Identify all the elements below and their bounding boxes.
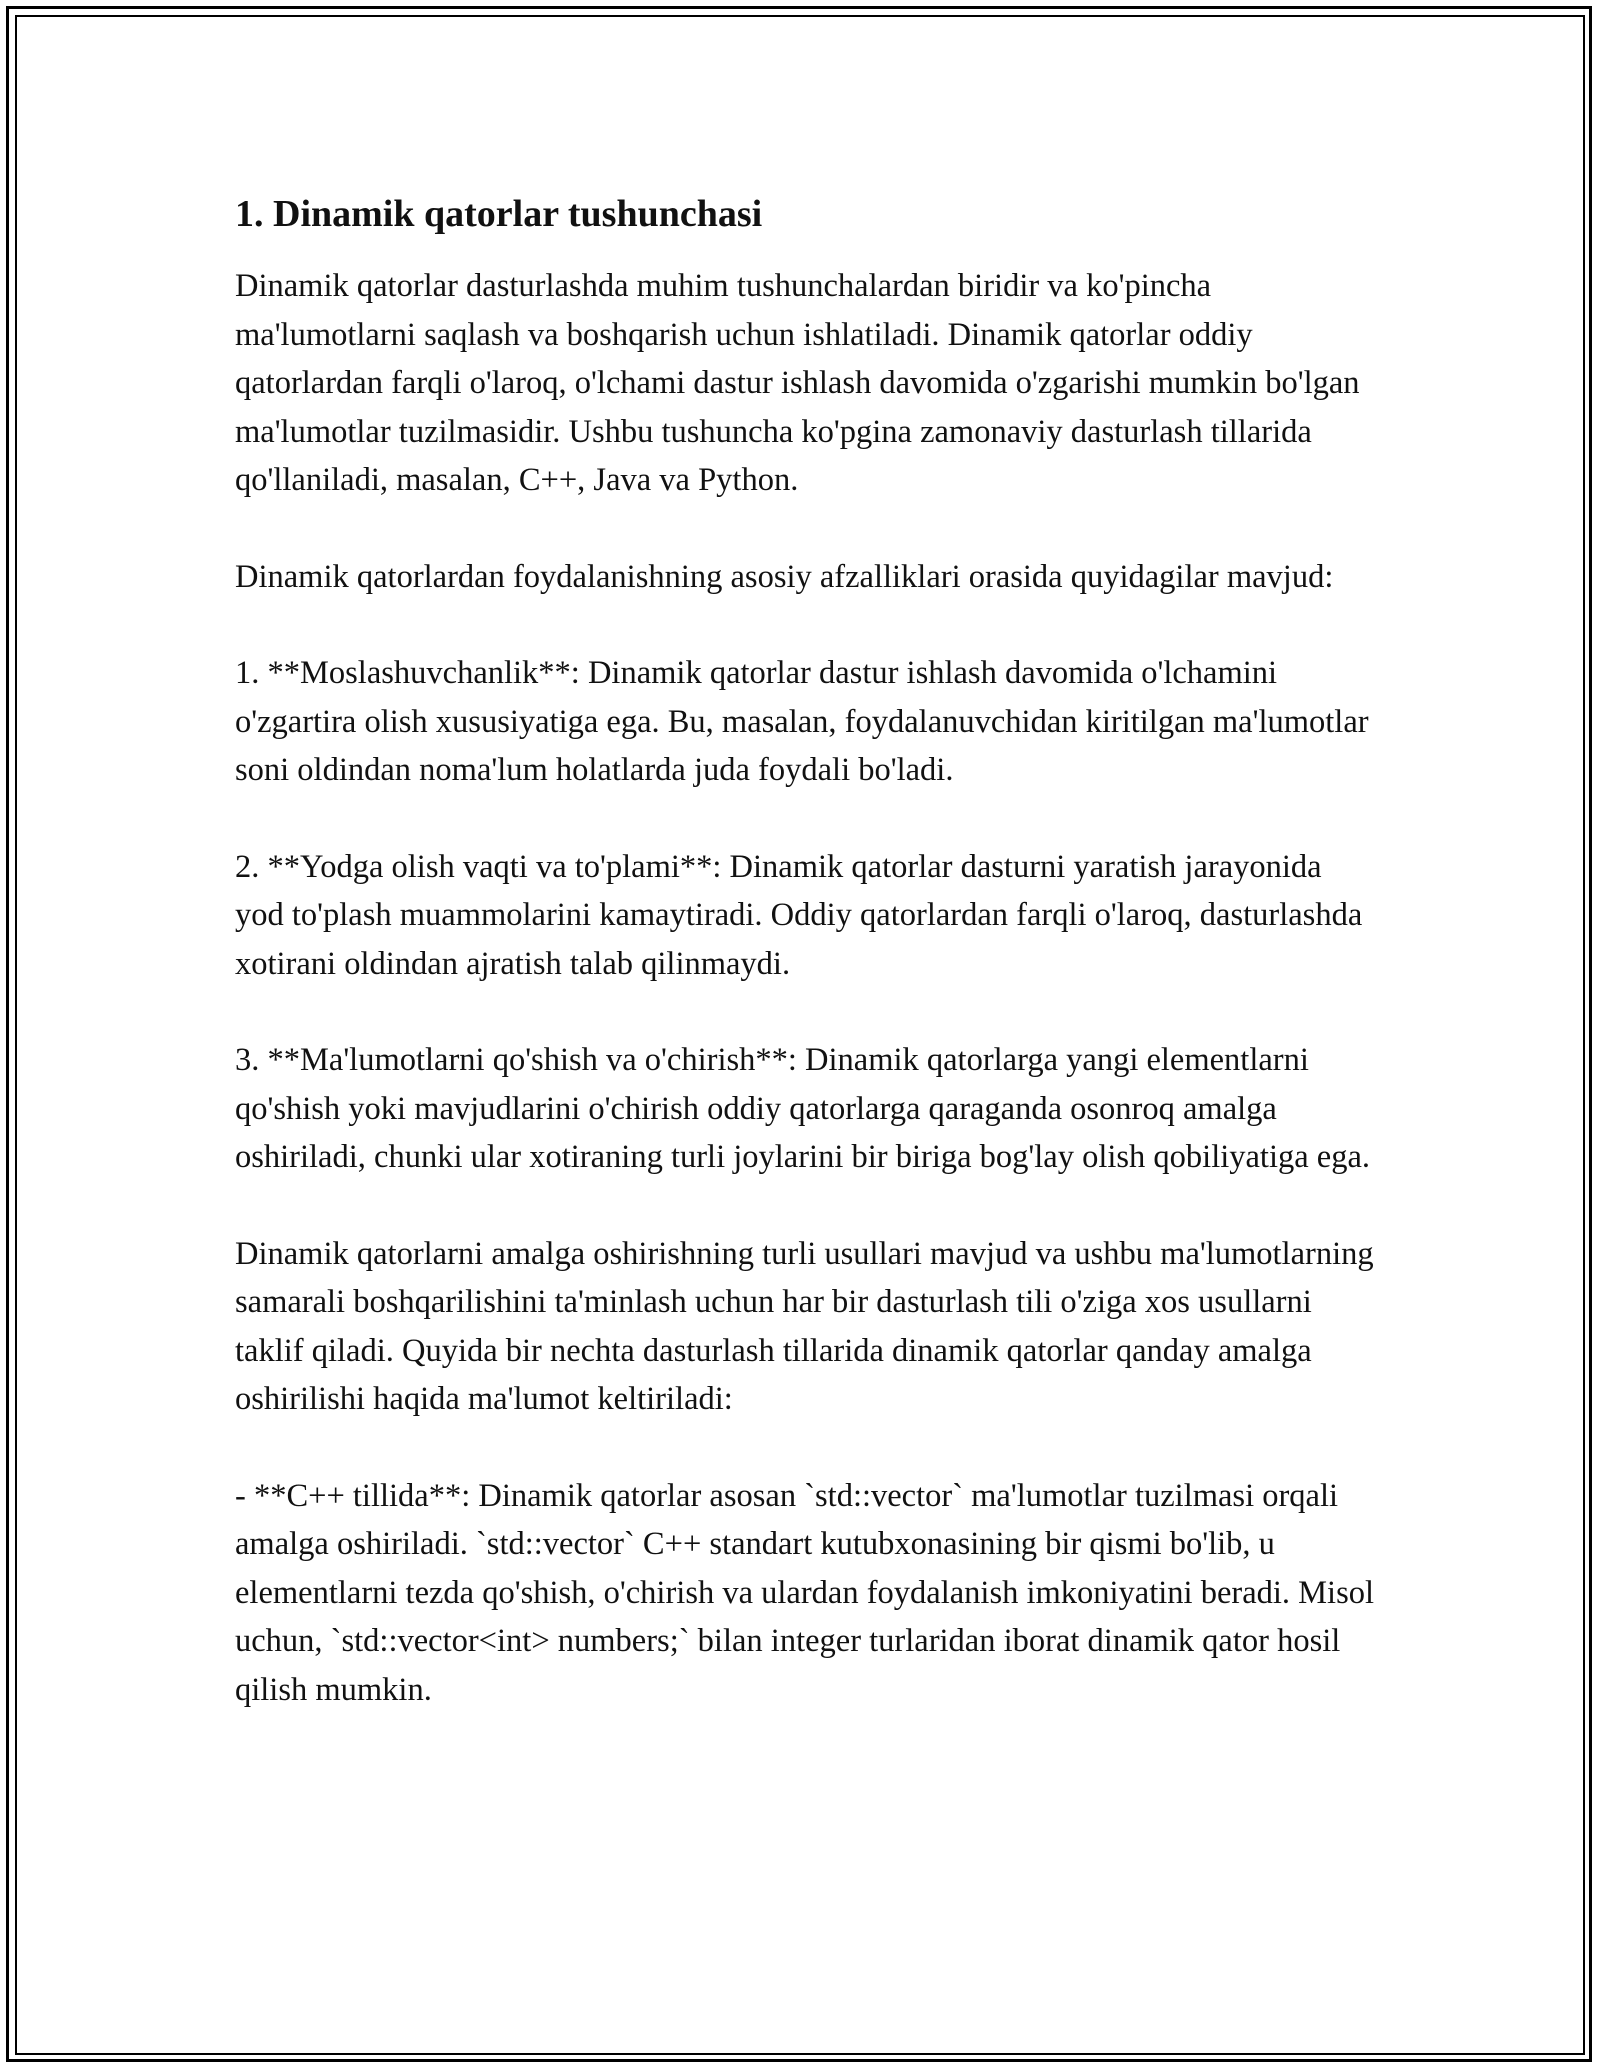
paragraph-implementation: Dinamik qatorlarni amalga oshirishning turli usullari mavjud va ushbu ma'lumotlarning samarali boshqarilishini ta'minlash uchun har bir dasturlash tili o'ziga xos usullarni taklif qiladi. Quyida bir nechta dasturlash tillarida dinamik qatorlar qanday amalga oshirilishi haqida ma'lumot keltiriladi: — [235, 1235, 1374, 1417]
paragraph-intro: Dinamik qatorlar dasturlashda muhim tushunchalardan biridir va ko'pincha ma'lumotlarni saqlash va boshqarish uchun ishlatiladi. Dinamik qatorlar oddiy qatorlardan farqli o'laroq, o'lchami dastur ishlash davomida o'zgarishi mumkin bo'lgan ma'lumotlar tuzilmasidir. Ushbu tushuncha ko'pgina zamonaviy dasturlash tillarida qo'llaniladi, masalan, C++, Java va Python. — [235, 268, 1360, 498]
document-body — [235, 186, 1375, 1762]
paragraph-advantages-lead: Dinamik qatorlardan foydalanishning asosiy afzalliklari orasida quyidagilar mavjud: — [235, 558, 1334, 595]
paragraph-point-2: 2. **Yodga olish vaqti va to'plami**: Dinamik qatorlar dasturni yaratish jarayonida yod to'plash muammolarini kamaytiradi. Oddiy qatorlardan farqli o'laroq, dasturlashda xotirani oldindan ajratish talab qilinmaydi. — [235, 848, 1363, 982]
paragraph-point-1: 1. **Moslashuvchanlik**: Dinamik qatorlar dastur ishlash davomida o'lchamini o'zgartira olish xususiyatiga ega. Bu, masalan, foydalanuvchidan kiritilgan ma'lumotlar soni oldindan noma'lum holatlarda juda foydali bo'ladi. — [235, 655, 1369, 788]
section-title: 1. Dinamik qatorlar tushunchasi — [235, 193, 763, 235]
paragraph-point-3: 3. **Ma'lumotlarni qo'shish va o'chirish**: Dinamik qatorlarga yangi elementlarni qo'shish yoki mavjudlarini o'chirish oddiy qatorlarga qaraganda osonroq amalga oshiriladi, chunki ular xotiraning turli joylarini bir biriga bog'lay olish qobiliyatiga ega. — [235, 1042, 1371, 1175]
paragraph-cpp: - **C++ tillida**: Dinamik qatorlar asosan `std::vector` ma'lumotlar tuzilmasi orqali amalga oshiriladi. `std::vector` C++ standart kutubxonasining bir qismi bo'lib, u elementlarni tezda qo'shish, o'chirish va ulardan foydalanish imkoniyatini beradi. Misol uchun, `std::vector<int> numbers;` bilan integer turlaridan iborat dinamik qator hosil qilish mumkin. — [235, 1477, 1375, 1708]
